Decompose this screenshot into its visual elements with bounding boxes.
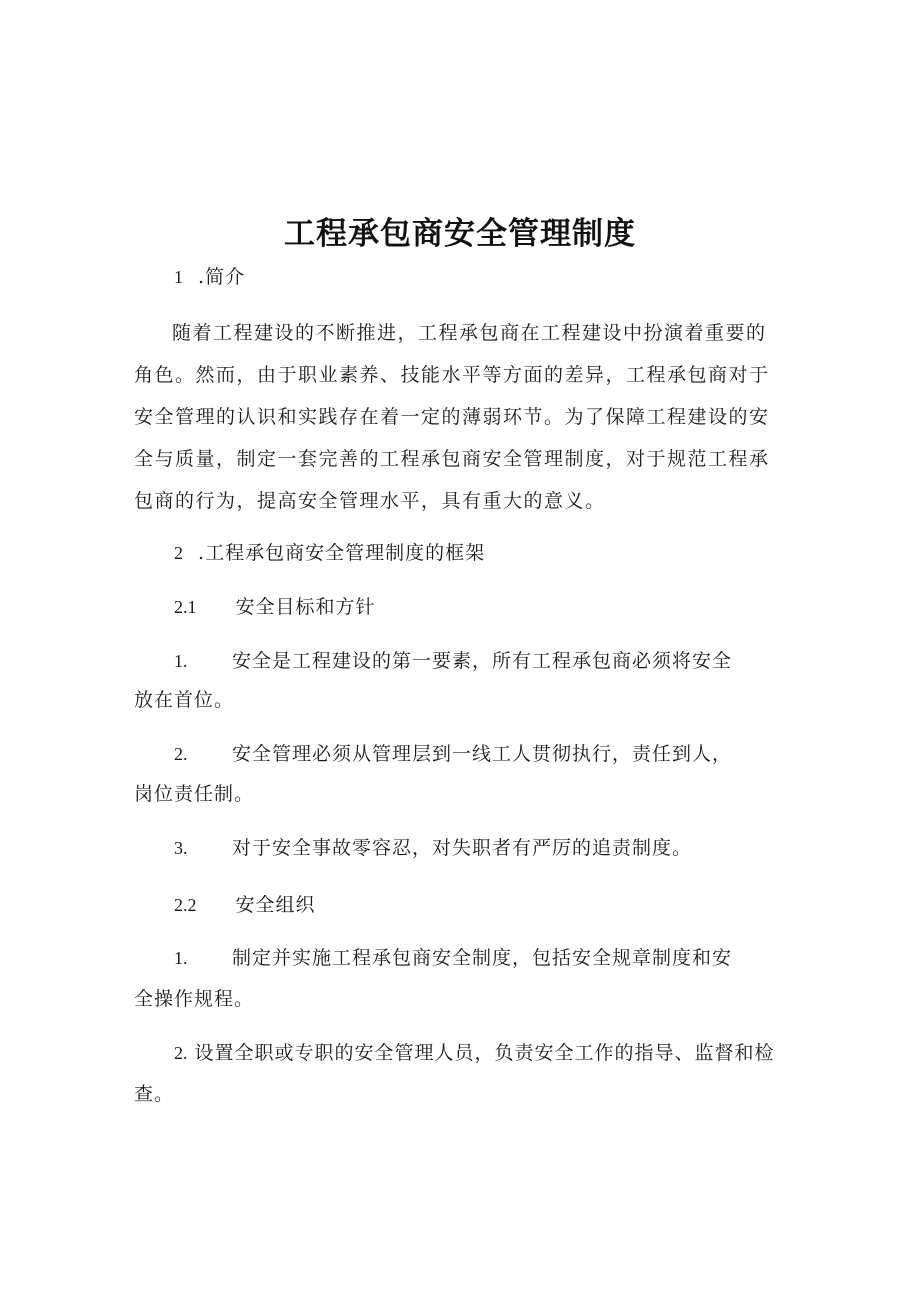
section-2-2-title: 安全组织 xyxy=(235,894,316,916)
list-item-continuation: 全操作规程。 xyxy=(134,988,255,1010)
document-title: 工程承包商安全管理制度 xyxy=(284,216,636,252)
list-item-text: 安全是工程建设的第一要素，所有工程承包商必须将安全 xyxy=(232,650,733,672)
list-item-continuation: 岗位责任制。 xyxy=(134,783,255,805)
list-item-continuation: 查。 xyxy=(134,1083,175,1105)
list-item-number: 1. xyxy=(174,948,188,968)
list-item-text: 对于安全事故零容忍，对失职者有严厉的追责制度。 xyxy=(232,837,693,859)
section-1-title: .简介 xyxy=(198,266,246,288)
list-item-number: 2. xyxy=(174,744,188,764)
list-item xyxy=(174,1041,775,1065)
list-item-number: 1. xyxy=(174,651,188,671)
list-item-text: 安全管理必须从管理层到一线工人贯彻执行，责任到人， xyxy=(232,743,733,765)
section-2-1-heading xyxy=(174,595,376,619)
section-2-1-title: 安全目标和方针 xyxy=(235,596,376,618)
list-item-text: 制定并实施工程承包商安全制度，包括安全规章制度和安 xyxy=(232,947,733,969)
list-item-number: 3. xyxy=(174,838,188,858)
list-item xyxy=(174,649,733,673)
section-2-2-heading xyxy=(174,893,316,917)
list-item xyxy=(174,836,693,860)
section-1-paragraph: 随着工程建设的不断推进，工程承包商在工程建设中扮演着重要的角色。然而，由于职业素养、技能水平等方面的差异，工程承包商对于安全管理的认识和实践存在着一定的薄弱环节。为了保障工程建设的安全与质量，制定一套完善的工程承包商安全管理制度，对于规范工程承包商的行为，提高安全管理水平，具有重大的意义。 xyxy=(134,322,770,512)
list-item-text: 设置全职或专职的安全管理人员，负责安全工作的指导、监督和检 xyxy=(194,1042,775,1064)
list-item-continuation: 放在首位。 xyxy=(134,689,235,711)
section-2-1-number: 2.1 xyxy=(174,597,197,617)
section-1-number: 1 xyxy=(174,267,183,287)
list-item-number: 2. xyxy=(174,1043,188,1063)
section-2-2-number: 2.2 xyxy=(174,895,197,915)
section-1-heading xyxy=(174,265,245,289)
section-2-heading xyxy=(174,541,485,565)
list-item xyxy=(174,946,733,970)
section-2-title: .工程承包商安全管理制度的框架 xyxy=(198,542,486,564)
section-2-number: 2 xyxy=(174,543,183,563)
list-item xyxy=(174,742,733,766)
